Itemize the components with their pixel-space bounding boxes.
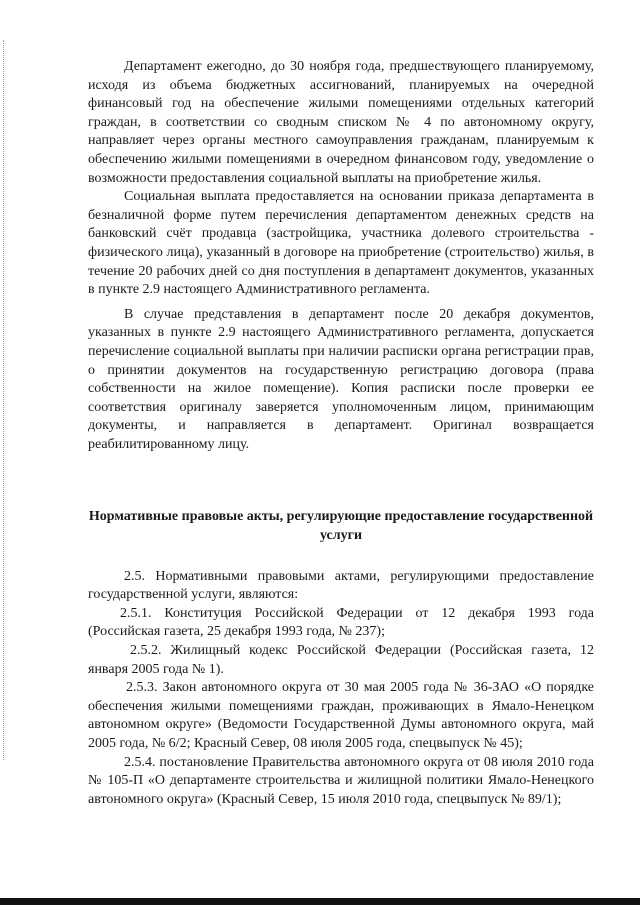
- list-item-housing-code: 2.5.2. Жилищный кодекс Российской Федерации (Российская газета, 12 января 2005 года № 1).: [88, 643, 594, 677]
- scan-bottom-border: [0, 898, 640, 905]
- list-intro: 2.5. Нормативными правовыми актами, регулирующими предоставление государственной услуги, являются:: [88, 568, 594, 603]
- list-item-constitution: 2.5.1. Конституция Российской Федерации от 12 декабря 1993 года (Российская газета, 25 декабря 1993 года, № 237);: [88, 605, 594, 640]
- document-body: [88, 58, 594, 809]
- list-item-regional-law: 2.5.3. Закон автономного округа от 30 мая 2005 года № 36-ЗАО «О порядке обеспечения жилыми помещениями граждан, проживающих в Ямало-Ненецком автономном округе» (Ведомости Государственной Думы автономного округа, май 2005 года, № 6/2; Красный Север, 08 июля 2005 года, спецвыпуск № 45);: [88, 680, 594, 751]
- paragraph-late-documents: В случае представления в департамент после 20 декабря документов, указанных в пункте 2.9 настоящего Административного регламента, допускается перечисление социальной выплаты при наличии расписки органа регистрации прав, о принятии документов на государственную регистрацию договора (права собственности на жилое помещение). Копия расписки после проверки ее соответствия оригиналу заверяется уполномоченным лицом, принимающим документы, и направляется в департамент. Оригинал возвращается реабилитированному лицу.: [88, 306, 594, 452]
- paragraph-notification: Департамент ежегодно, до 30 ноября года, предшествующего планируемому, исходя из объема бюджетных ассигнований, планируемых на очередной финансовый год на обеспечение жилыми помещениями отдельных категорий граждан, в соответствии со сводным списком № 4 по автономному округу, направляет через органы местного самоуправления гражданам, планируемым к обеспечению жилыми помещениями в очередном финансовом году, уведомление о возможности предоставления социальной выплаты на приобретение жилья.: [88, 59, 594, 186]
- section-heading: Нормативные правовые акты, регулирующие предоставление государственной услуги: [88, 509, 594, 544]
- paragraph-payment: Социальная выплата предоставляется на основании приказа департамента в безналичной форме путем перечисления департаментом денежных средств на банковский счёт продавца (застройщика, участника долевого строительства - физического лица), указанный в договоре на приобретение (строительство) жилья, в течение 20 рабочих дней со дня поступления в департамент документов, указанных в пункте 2.9 настоящего Административного регламента.: [88, 189, 594, 298]
- scan-edge-dots: [3, 40, 4, 760]
- list-item-government-resolution: 2.5.4. постановление Правительства автономного округа от 08 июля 2010 года № 105-П «О департаменте строительства и жилищной политики Ямало-Ненецкого автономного округа» (Красный Север, 15 июля 2010 года, спецвыпуск № 89/1);: [88, 754, 594, 807]
